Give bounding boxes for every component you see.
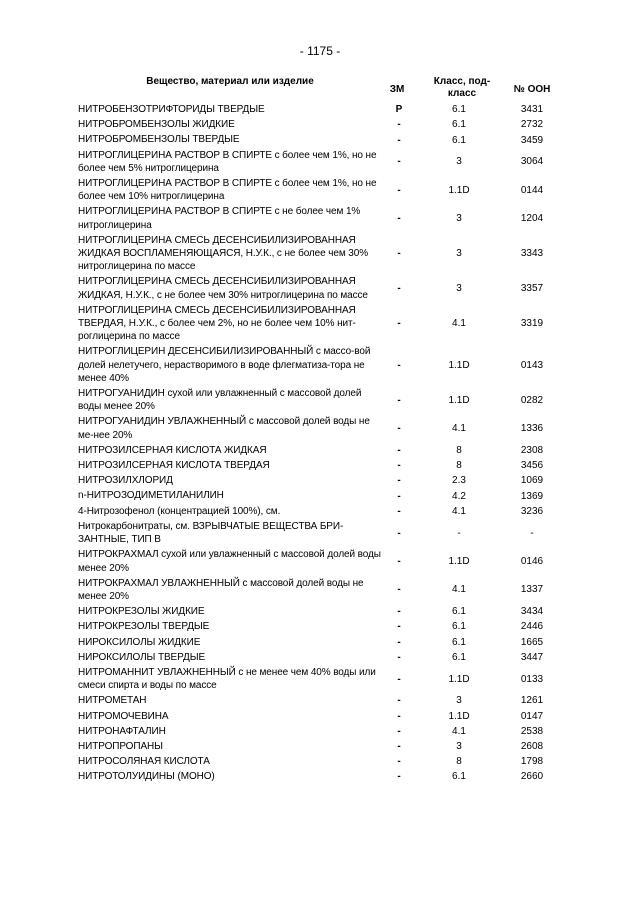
class-value: 8: [456, 460, 462, 472]
class-value: 3: [456, 741, 462, 753]
substance-name: НИТРОБРОМБЕНЗОЛЫ ЖИДКИЕ: [78, 119, 235, 131]
header-substance: Вещество, материал или изделие: [146, 76, 314, 87]
table-row: [78, 176, 562, 204]
class-value: 1.1D: [448, 184, 470, 196]
table-row: [78, 303, 562, 345]
zm-value: -: [397, 771, 401, 783]
substance-name: НИТРОКРАХМАЛ сухой или увлажненный с массовой долей воды менее 20%: [78, 549, 381, 574]
table-row: [78, 724, 562, 739]
substance-name: НИТРОСОЛЯНАЯ КИСЛОТА: [78, 756, 210, 768]
un-number: 1069: [520, 475, 544, 487]
class-value: -: [457, 527, 461, 539]
zm-value: -: [397, 156, 401, 168]
un-number: 3343: [520, 248, 544, 260]
substance-name: НИТРОМОЧЕВИНА: [78, 710, 169, 722]
table-row: [78, 635, 562, 650]
un-number: 3236: [520, 505, 544, 517]
un-number: 2308: [520, 444, 544, 456]
substance-name: НИТРОГУАНИДИН УВЛАЖНЕННЫЙ с массовой долей воды не ме-нее 20%: [78, 416, 370, 441]
zm-value: -: [397, 584, 401, 596]
table-row: [78, 458, 562, 473]
un-number: 0143: [520, 359, 544, 371]
class-value: 1.1D: [448, 394, 470, 406]
class-value: 6.1: [452, 771, 466, 783]
table-row: [78, 344, 562, 386]
class-value: 6.1: [452, 621, 466, 633]
substance-name: НИТРОГЛИЦЕРИНА СМЕСЬ ДЕСЕНСИБИЛИЗИРОВАННАЯ ЖИДКАЯ ВОСПЛАМЕНЯЮЩАЯСЯ, Н.У.К., с не более чем 30% нитроглицерина по массе: [78, 234, 369, 273]
un-number: 0147: [520, 710, 544, 722]
class-value: 1.1D: [448, 673, 470, 685]
class-value: 8: [456, 756, 462, 768]
class-value: 3: [456, 248, 462, 260]
class-value: 6.1: [452, 119, 466, 131]
table-row: [78, 650, 562, 665]
un-number: 1336: [520, 423, 544, 435]
class-value: 2.3: [452, 475, 466, 487]
un-number: 1204: [520, 213, 544, 225]
substance-name: НИТРОЗИЛСЕРНАЯ КИСЛОТА ТВЕРДАЯ: [78, 460, 270, 472]
substance-name: НИТРОГУАНИДИН сухой или увлажненный с массовой долей воды менее 20%: [78, 388, 362, 413]
un-number: 2538: [520, 725, 544, 737]
un-number: 2446: [520, 621, 544, 633]
header-zm: ЗМ: [389, 84, 405, 95]
class-value: 6.1: [452, 134, 466, 146]
substance-name: НИТРОГЛИЦЕРИН ДЕСЕНСИБИЛИЗИРОВАННЫЙ с массо-вой долей нелетучего, нерастворимого в воде флегматиза-тора не менее 40%: [78, 346, 371, 384]
substance-name: НИТРОГЛИЦЕРИНА СМЕСЬ ДЕСЕНСИБИЛИЗИРОВАННАЯ ЖИДКАЯ, Н.У.К., с не более чем 30% нитроглицерина по массе: [78, 276, 368, 301]
table-row: [78, 204, 562, 232]
class-value: 1.1D: [448, 710, 470, 722]
table-row: [78, 519, 562, 547]
substance-name: НИТРОБЕНЗОТРИФТОРИДЫ ТВЕРДЫЕ: [78, 104, 265, 115]
un-number: 3431: [520, 104, 544, 116]
class-value: 4.2: [452, 490, 466, 502]
table-row: [78, 414, 562, 442]
class-value: 1.1D: [448, 556, 470, 567]
header-class: Класс, под-класс: [433, 76, 491, 99]
zm-value: -: [397, 359, 401, 371]
un-number: 1261: [520, 695, 544, 707]
table-row: [78, 488, 562, 503]
zm-value: -: [397, 184, 401, 196]
table-body: [78, 102, 562, 785]
class-value: 4.1: [452, 318, 466, 330]
class-value: 6.1: [452, 606, 466, 618]
substance-name: n-НИТРОЗОДИМЕТИЛАНИЛИН: [78, 490, 224, 502]
un-number: 3459: [520, 134, 544, 146]
zm-value: -: [397, 505, 401, 517]
un-number: 2732: [520, 119, 544, 131]
substance-name: НИТРОКРЕЗОЛЫ ЖИДКИЕ: [78, 606, 205, 618]
un-number: 0133: [520, 673, 544, 685]
un-number: 0146: [520, 556, 544, 567]
substance-name: НИТРОБРОМБЕНЗОЛЫ ТВЕРДЫЕ: [78, 134, 240, 146]
un-number: 1369: [520, 490, 544, 502]
class-value: 4.1: [452, 584, 466, 596]
table-row: [78, 709, 562, 724]
un-number: 3357: [520, 283, 544, 295]
table-row: [78, 504, 562, 519]
zm-value: -: [397, 606, 401, 618]
class-value: 3: [456, 695, 462, 707]
table-row: [78, 102, 562, 117]
substance-name: НИТРОМЕТАН: [78, 695, 147, 707]
table-row: [78, 693, 562, 708]
table-row: [78, 739, 562, 754]
substance-name: 4-Нитрозофенол (концентрацией 100%), см.: [78, 505, 281, 517]
un-number: 2608: [520, 741, 544, 753]
zm-value: -: [397, 756, 401, 768]
un-number: 1665: [520, 636, 544, 648]
table-row: [78, 233, 562, 275]
header-un-number: № ООН: [513, 84, 551, 95]
un-number: 3064: [520, 156, 544, 168]
substance-name: НИТРОКРЕЗОЛЫ ТВЕРДЫЕ: [78, 621, 210, 633]
class-value: 4.1: [452, 423, 466, 435]
substance-name: НИРОКСИЛОЛЫ ЖИДКИЕ: [78, 636, 201, 648]
substance-name: НИТРОМАННИТ УВЛАЖНЕННЫЙ с не менее чем 40% воды или смеси спирта и воды по массе: [78, 666, 376, 692]
table-header: [0, 74, 640, 104]
zm-value: -: [397, 710, 401, 722]
zm-value: -: [397, 651, 401, 663]
un-number: 1798: [520, 756, 544, 768]
un-number: 0144: [520, 184, 544, 196]
table-row: [78, 117, 562, 132]
table-row: [78, 132, 562, 147]
zm-value: -: [397, 490, 401, 502]
class-value: 3: [456, 156, 462, 168]
class-value: 4.1: [452, 505, 466, 517]
class-value: 6.1: [452, 104, 466, 116]
substance-name: Нитрокарбонитраты, см. ВЗРЫВЧАТЫЕ ВЕЩЕСТВА БРИ-ЗАНТНЫЕ, ТИП B: [78, 520, 344, 546]
substance-name: НИТРОЗИЛХЛОРИД: [78, 475, 173, 487]
zm-value: -: [397, 394, 401, 406]
un-number: 3456: [520, 460, 544, 472]
class-value: 6.1: [452, 636, 466, 648]
table-row: [78, 665, 562, 693]
substance-name: НИТРОПРОПАНЫ: [78, 740, 163, 752]
zm-value: -: [397, 621, 401, 633]
table-row: [78, 619, 562, 634]
zm-value: -: [397, 673, 401, 685]
table-row: [78, 769, 562, 784]
class-value: 3: [456, 283, 462, 295]
zm-value: Р: [395, 104, 403, 116]
un-number: 2660: [520, 771, 544, 783]
substance-name: НИТРОГЛИЦЕРИНА СМЕСЬ ДЕСЕНСИБИЛИЗИРОВАННАЯ ТВЕРДАЯ, Н.У.К., с более чем 2%, но не более чем 10% нит-роглицерина по массе: [78, 304, 356, 343]
zm-value: -: [397, 475, 401, 487]
substance-name: НИТРОНАФТАЛИН: [78, 725, 166, 737]
class-value: 6.1: [452, 651, 466, 663]
substance-name: НИТРОЗИЛСЕРНАЯ КИСЛОТА ЖИДКАЯ: [78, 444, 267, 456]
zm-value: -: [397, 248, 401, 260]
un-number: 0282: [520, 394, 544, 406]
un-number: 3319: [520, 318, 544, 330]
class-value: 1.1D: [448, 359, 470, 371]
table-row: [78, 473, 562, 488]
un-number: -: [530, 527, 534, 539]
table-row: [78, 604, 562, 619]
substance-name: НИТРОТОЛУИДИНЫ (МОНО): [78, 771, 215, 783]
un-number: 3447: [520, 651, 544, 663]
substance-name: НИТРОГЛИЦЕРИНА РАСТВОР В СПИРТЕ с не более чем 1% нитроглицерина: [78, 206, 361, 231]
zm-value: -: [397, 695, 401, 707]
table-row: [78, 386, 562, 414]
zm-value: -: [397, 134, 401, 146]
un-number: 3434: [520, 606, 544, 618]
table-row: [78, 576, 562, 604]
page-number: - 1175 -: [299, 44, 341, 58]
substance-table: [78, 102, 562, 785]
class-value: 3: [456, 213, 462, 225]
table-row: [78, 443, 562, 458]
table-row: [78, 754, 562, 769]
substance-name: НИТРОГЛИЦЕРИНА РАСТВОР В СПИРТЕ с более чем 1%, но не более чем 5% нитроглицерина: [78, 149, 377, 174]
table-row: [78, 274, 562, 302]
zm-value: -: [397, 460, 401, 472]
zm-value: -: [397, 318, 401, 330]
substance-name: НИТРОКРАХМАЛ УВЛАЖНЕННЫЙ с массовой долей воды не менее 20%: [78, 577, 364, 602]
zm-value: -: [397, 556, 401, 567]
un-number: 1337: [520, 584, 544, 596]
table-row: [78, 148, 562, 176]
substance-name: НИРОКСИЛОЛЫ ТВЕРДЫЕ: [78, 651, 206, 663]
zm-value: -: [397, 213, 401, 225]
table-row: [78, 547, 562, 575]
zm-value: -: [397, 119, 401, 131]
zm-value: -: [397, 741, 401, 753]
zm-value: -: [397, 636, 401, 648]
zm-value: -: [397, 283, 401, 295]
substance-name: НИТРОГЛИЦЕРИНА РАСТВОР В СПИРТЕ с более чем 1%, но не более чем 10% нитроглицерина: [78, 178, 377, 203]
zm-value: -: [397, 725, 401, 737]
class-value: 4.1: [452, 725, 466, 737]
zm-value: -: [397, 527, 401, 539]
zm-value: -: [397, 423, 401, 435]
zm-value: -: [397, 444, 401, 456]
class-value: 8: [456, 444, 462, 456]
